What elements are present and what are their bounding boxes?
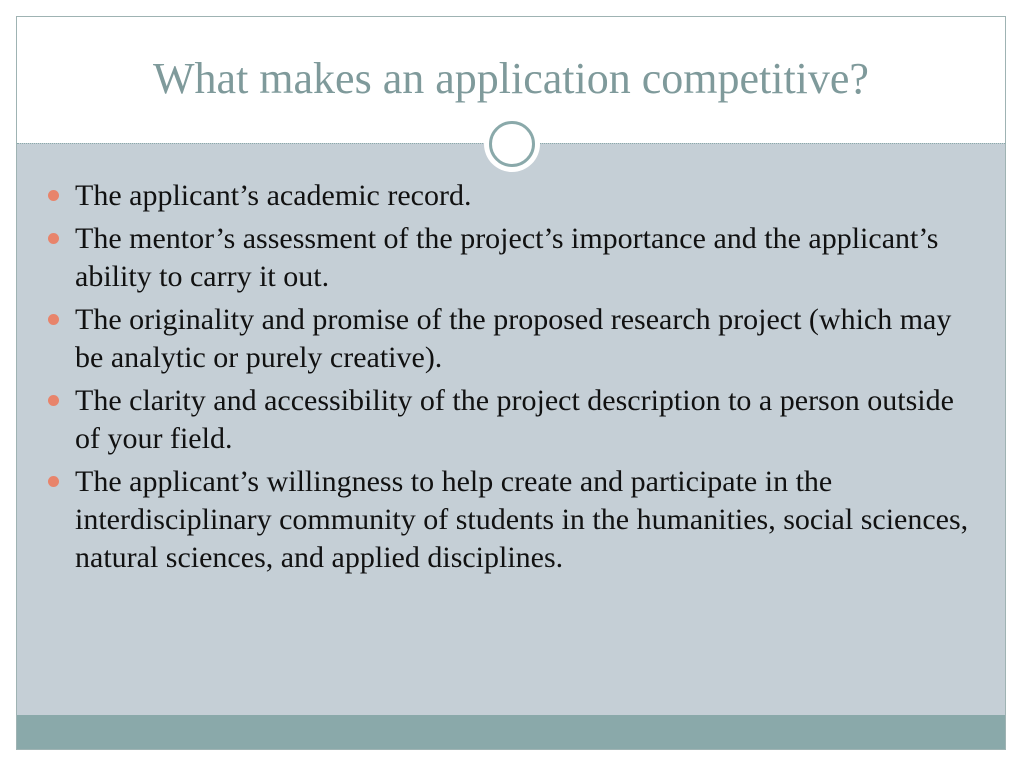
circle-ornament-ring (489, 121, 535, 167)
slide (16, 16, 1006, 750)
bullet-text: The mentor’s assessment of the project’s importance and the applicant’s ability to carry it out. (75, 222, 939, 293)
bullet-item (45, 463, 985, 577)
footer-band (17, 715, 1005, 749)
slide-title: What makes an application competitive? (153, 54, 869, 103)
bullet-dot-icon (48, 476, 59, 487)
circle-ornament-icon (484, 116, 540, 172)
bullet-item (45, 220, 985, 296)
bullet-item (45, 382, 985, 458)
bullet-dot-icon (48, 233, 59, 244)
bullet-dot-icon (48, 395, 59, 406)
bullet-dot-icon (48, 190, 59, 201)
bullet-text: The applicant’s willingness to help create and participate in the interdisciplinary community of students in the humanities, social sciences, natural sciences, and applied disciplines. (75, 465, 969, 574)
bullet-text: The clarity and accessibility of the project description to a person outside of your field. (75, 384, 954, 455)
bullet-text: The originality and promise of the proposed research project (which may be analytic or purely creative). (75, 303, 952, 374)
bullet-text: The applicant’s academic record. (75, 179, 472, 212)
bullet-list (45, 177, 985, 582)
bullet-item (45, 301, 985, 377)
bullet-dot-icon (48, 314, 59, 325)
bullet-item (45, 177, 985, 215)
